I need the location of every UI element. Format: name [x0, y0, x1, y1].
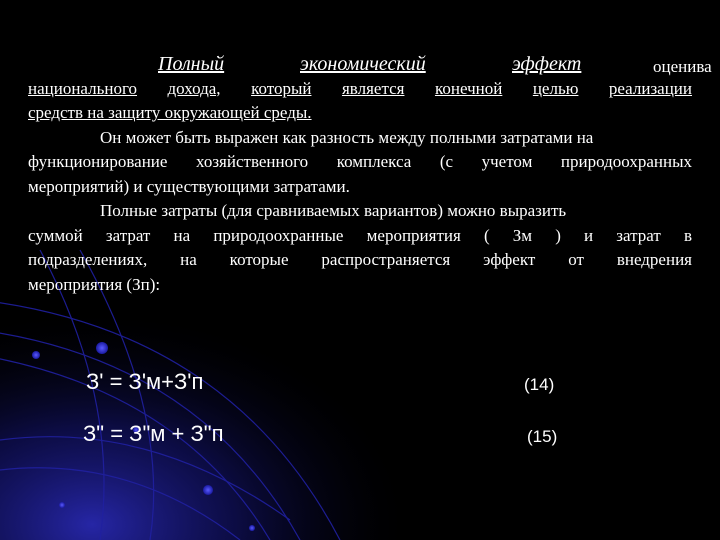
- paragraph2-line1: Он может быть выражен как разность между полными затратами на: [100, 127, 594, 147]
- title-word-2: экономический: [300, 53, 426, 75]
- formula-14: З' = З'м+З'п: [86, 369, 204, 394]
- formula-14-number: (14): [524, 375, 555, 394]
- title-word-4: оценива: [653, 57, 712, 76]
- p1-word-2: дохода,: [167, 78, 221, 98]
- title-line: [28, 52, 712, 77]
- paragraph3-line4: мероприятия (Зп):: [28, 274, 161, 294]
- paragraph2-line3: мероприятий) и существующими затратами.: [28, 176, 350, 196]
- paragraph1-line1: [28, 77, 692, 102]
- title-word-1: Полный: [158, 53, 225, 75]
- p1-word-1: национального: [28, 78, 138, 98]
- formula-15: З" = З"м + З"п: [83, 421, 224, 446]
- formula-15-number: (15): [527, 427, 558, 446]
- p1-word-5: конечной: [434, 78, 503, 98]
- main-text: [28, 52, 712, 297]
- p1-word-7: реализации: [608, 78, 693, 98]
- p1-word-4: является: [341, 78, 405, 98]
- paragraph2-line2: функционирование хозяйственного комплекса (с учетом природоохранных: [28, 152, 692, 171]
- paragraph3-line1: Полные затраты (для сравниваемых вариантов) можно выразить: [100, 201, 567, 220]
- paragraph3-line3: подразделениях, на которые распространяется эффект от внедрения: [28, 250, 692, 269]
- title-word-3: эффект: [512, 53, 582, 75]
- p1-word-6: целью: [532, 78, 579, 98]
- p1-word-3: который: [251, 78, 312, 98]
- paragraph1-line2: средств на защиту окружающей среды.: [28, 103, 312, 122]
- paragraph3-line2: суммой затрат на природоохранные мероприятия ( Зм ) и затрат в: [28, 225, 692, 245]
